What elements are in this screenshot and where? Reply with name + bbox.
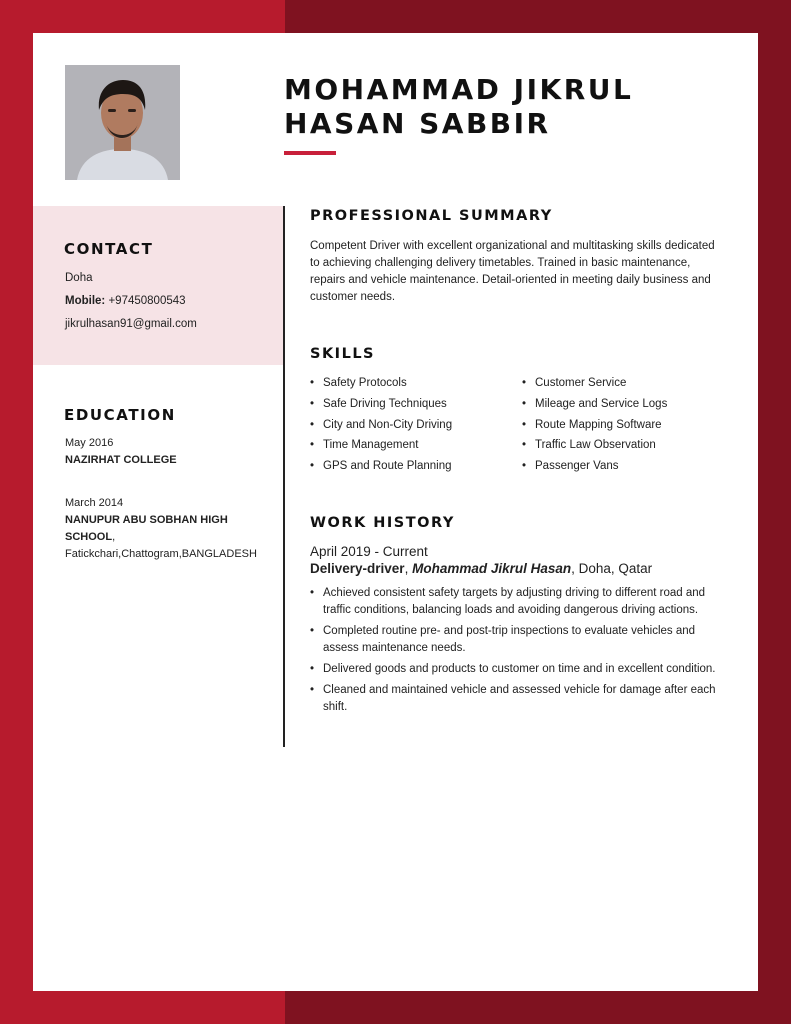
candidate-name bbox=[284, 73, 744, 141]
education-entry bbox=[65, 495, 265, 563]
name-line-1: MOHAMMAD JIKRUL bbox=[284, 73, 634, 106]
work-role-line: Delivery-driver, Mohammad Jikrul Hasan, Doha, Qatar bbox=[310, 561, 653, 576]
profile-photo bbox=[65, 65, 180, 180]
contact-city: Doha bbox=[65, 272, 93, 284]
contact-email: jikrulhasan91@gmail.com bbox=[65, 318, 197, 330]
skill-item: • GPS and Route Planning bbox=[323, 456, 452, 477]
skill-item: • Passenger Vans bbox=[535, 456, 667, 477]
summary-text: Competent Driver with excellent organizational and multitasking skills dedicated to achieving challenging delivery timetables. Trained in basic maintenance, repairs and vehicle maintenance. Detail-oriented in meeting daily business and customer needs. bbox=[310, 240, 715, 303]
education-location: , Fatickchari,Chattogram,BANGLADESH bbox=[65, 531, 257, 560]
job-title: Delivery-driver bbox=[310, 561, 405, 576]
duty-item: • Delivered goods and products to customer on time and in excellent condition. bbox=[323, 661, 725, 678]
education-school: NANUPUR ABU SOBHAN HIGH SCHOOL bbox=[65, 514, 228, 543]
resume-page bbox=[33, 33, 758, 991]
skill-item: • Customer Service bbox=[535, 373, 667, 394]
skill-item: • Mileage and Service Logs bbox=[535, 394, 667, 415]
contact-mobile bbox=[65, 293, 186, 310]
skills-list-left bbox=[323, 373, 452, 477]
work-duties-list bbox=[323, 585, 725, 720]
employer-name: Mohammad Jikrul Hasan bbox=[412, 561, 572, 576]
work-location: , Doha, Qatar bbox=[571, 561, 653, 576]
skill-item: • Safety Protocols bbox=[323, 373, 452, 394]
education-heading: EDUCATION bbox=[64, 406, 176, 424]
work-date: April 2019 - Current bbox=[310, 544, 428, 559]
duty-item: • Achieved consistent safety targets by adjusting driving to different road and traffic conditions, balancing loads and avoiding dangerous driving actions. bbox=[323, 585, 725, 619]
contact-section bbox=[33, 206, 283, 365]
skills-list-right bbox=[535, 373, 667, 477]
skill-item: • Traffic Law Observation bbox=[535, 435, 667, 456]
mobile-label: Mobile: bbox=[65, 295, 106, 307]
education-date: March 2014 bbox=[65, 497, 124, 509]
education-school: NAZIRHAT COLLEGE bbox=[65, 454, 177, 466]
work-history-heading: WORK HISTORY bbox=[310, 515, 455, 531]
name-accent-rule bbox=[284, 151, 336, 155]
education-date: May 2016 bbox=[65, 437, 114, 449]
column-divider bbox=[283, 206, 285, 747]
contact-heading: CONTACT bbox=[64, 240, 154, 258]
skill-item: • Route Mapping Software bbox=[535, 415, 667, 436]
skill-item: • City and Non-City Driving bbox=[323, 415, 452, 436]
skills-heading: SKILLS bbox=[310, 346, 375, 362]
person-portrait-icon bbox=[65, 65, 180, 180]
skill-item: • Safe Driving Techniques bbox=[323, 394, 452, 415]
skill-item: • Time Management bbox=[323, 435, 452, 456]
mobile-number: +97450800543 bbox=[108, 295, 186, 307]
duty-item: • Cleaned and maintained vehicle and assessed vehicle for damage after each shift. bbox=[323, 682, 725, 716]
duty-item: • Completed routine pre- and post-trip inspections to evaluate vehicles and assess maintenance needs. bbox=[323, 623, 725, 657]
education-entry bbox=[65, 435, 265, 469]
summary-heading: PROFESSIONAL SUMMARY bbox=[310, 208, 553, 224]
name-line-2: HASAN SABBIR bbox=[284, 107, 551, 140]
